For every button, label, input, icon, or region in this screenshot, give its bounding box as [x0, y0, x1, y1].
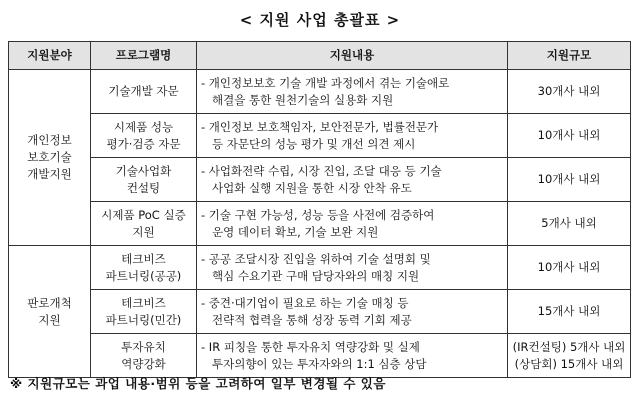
content-line: - 개인정보보호 기술 개발 과정에서 겪는 기술애로: [201, 75, 450, 90]
content-line: - IR 피칭을 통한 투자유치 역량강화 및 실제: [201, 339, 420, 354]
content-cell: [197, 202, 508, 246]
scale-cell: 30개사 내외: [508, 70, 631, 114]
area-cell-market: 판로개척 지원: [9, 246, 91, 378]
content-line: 등 자문단의 성능 평가 및 개선 의견 제시: [212, 136, 416, 151]
content-cell: [197, 70, 508, 114]
header-content: 지원내용: [197, 42, 508, 70]
content-cell: [197, 158, 508, 202]
scale-cell: 10개사 내외: [508, 158, 631, 202]
content-line: - 개인정보 보호책임자, 보안전문가, 법률전문가: [201, 119, 439, 134]
content-cell: [197, 246, 508, 290]
table-row: [9, 246, 631, 290]
program-cell: 테크비즈 파트너링(민간): [91, 290, 197, 334]
content-line: 운영 데이터 확보, 기술 보완 지원: [212, 224, 379, 239]
program-cell: 투자유치 역량강화: [91, 334, 197, 378]
table-row: [9, 334, 631, 378]
program-cell: 시제품 성능 평가·검증 자문: [91, 114, 197, 158]
content-line: 핵심 수요기관 구매 담당자와의 매칭 지원: [212, 268, 420, 283]
program-cell: 기술개발 자문: [91, 70, 197, 114]
scale-cell: 10개사 내외: [508, 246, 631, 290]
content-line: 투자의향이 있는 투자자와의 1:1 심층 상담: [212, 356, 427, 371]
scale-cell: (IR컨설팅) 5개사 내외 (상담회) 15개사 내외: [508, 334, 631, 378]
table-row: [9, 114, 631, 158]
scale-cell: 10개사 내외: [508, 114, 631, 158]
scale-cell: 15개사 내외: [508, 290, 631, 334]
area-cell-tech-dev: 개인정보 보호기술 개발지원: [9, 70, 91, 246]
header-scale: 지원규모: [508, 42, 631, 70]
program-cell: 테크비즈 파트너링(공공): [91, 246, 197, 290]
table-row: [9, 290, 631, 334]
content-cell: [197, 290, 508, 334]
table-row: [9, 70, 631, 114]
header-program: 프로그램명: [91, 42, 197, 70]
table-row: [9, 158, 631, 202]
header-area: 지원분야: [9, 42, 91, 70]
content-line: - 기술 구현 가능성, 성능 등을 사전에 검증하여: [201, 207, 435, 222]
footnote: ※ 지원규모는 과업 내용·범위 등을 고려하여 일부 변경될 수 있음: [10, 376, 386, 391]
content-cell: [197, 114, 508, 158]
content-line: 전략적 협력을 통해 성장 동력 기회 제공: [212, 312, 412, 327]
support-summary-table: [8, 41, 631, 378]
content-line: - 사업화전략 수립, 시장 진입, 조달 대응 등 기술: [201, 163, 442, 178]
table-row: [9, 202, 631, 246]
content-line: 해결을 통한 원천기술의 실용화 지원: [212, 92, 394, 107]
page-title: < 지원 사업 총괄표 >: [239, 11, 401, 29]
table-header-row: [9, 42, 631, 70]
program-cell: 기술사업화 컨설팅: [91, 158, 197, 202]
content-line: 사업화 실행 지원을 통한 시장 안착 유도: [212, 180, 412, 195]
content-line: - 공공 조달시장 진입을 위하여 기술 설명회 및: [201, 251, 431, 266]
content-cell: [197, 334, 508, 378]
content-line: - 중견·대기업이 필요로 하는 기술 매칭 등: [201, 295, 409, 310]
program-cell: 시제품 PoC 실증 지원: [91, 202, 197, 246]
scale-cell: 5개사 내외: [508, 202, 631, 246]
